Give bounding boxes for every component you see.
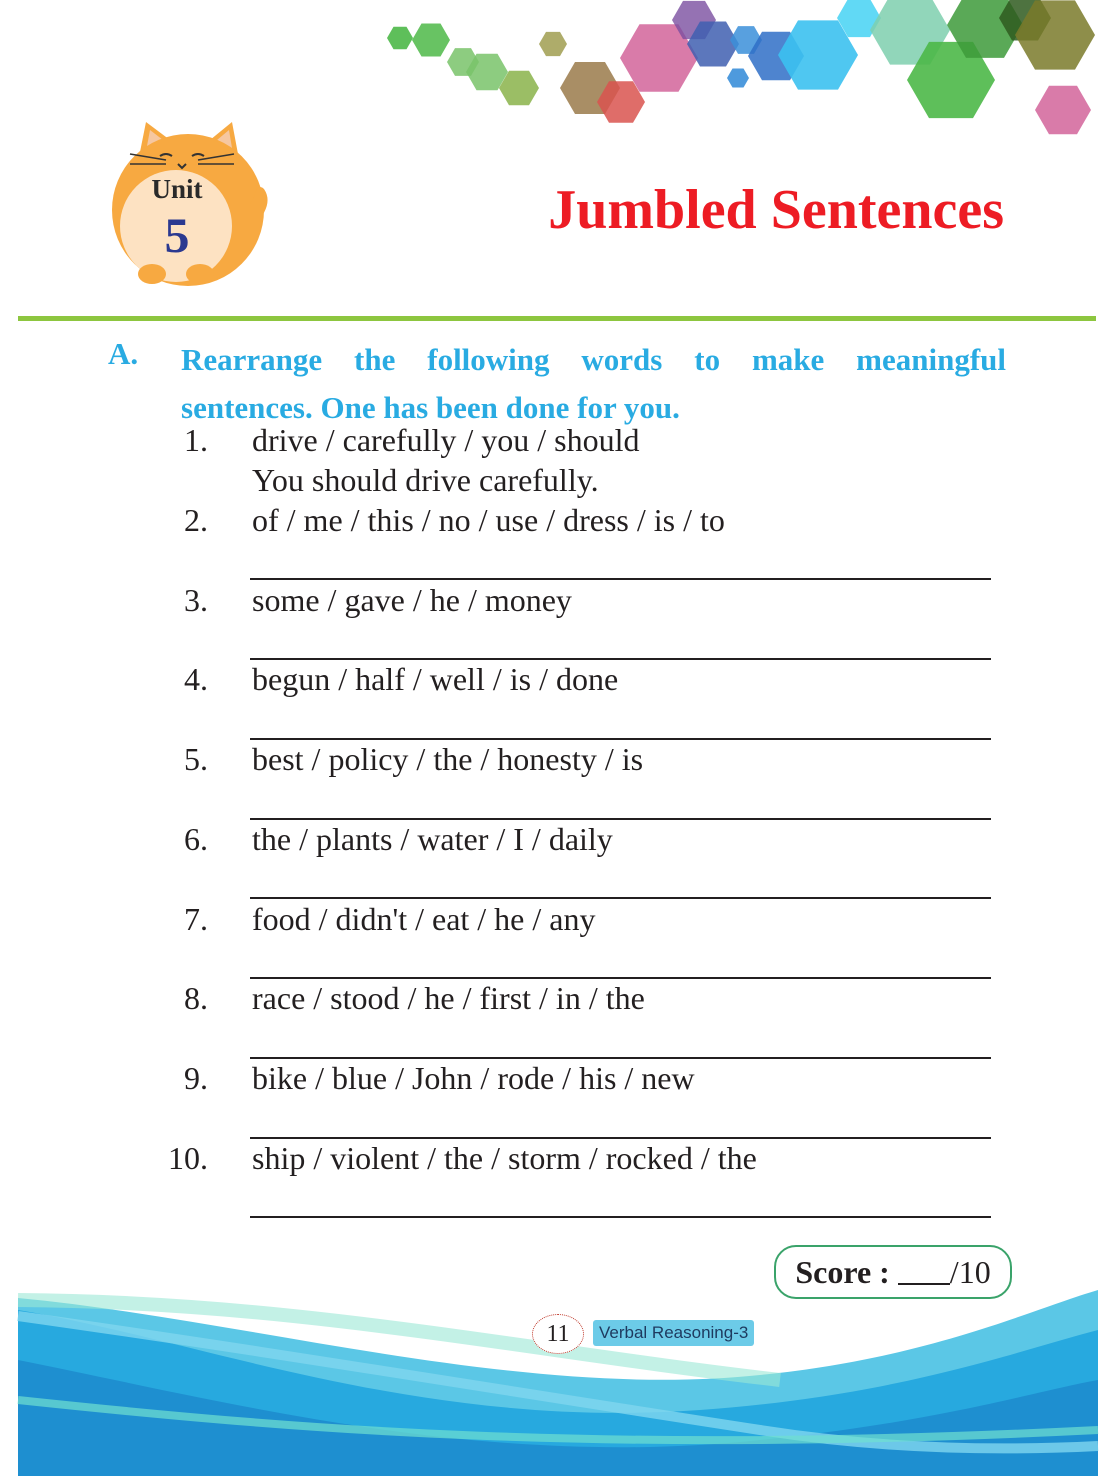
unit-number: 5: [164, 207, 190, 263]
answer-blank[interactable]: [250, 977, 991, 979]
score-blank[interactable]: [898, 1257, 950, 1285]
instruction-line-1: Rearrange the following words to make meaningful: [181, 342, 1006, 377]
hexagon-shape: [412, 24, 450, 57]
section-instruction: [181, 336, 1006, 432]
section-letter: A.: [108, 336, 139, 371]
question-words: some / gave / he / money: [252, 582, 572, 618]
answer-blank[interactable]: [250, 1057, 991, 1059]
page-number: 11: [532, 1314, 584, 1354]
answer-blank[interactable]: [250, 897, 991, 899]
answer-blank[interactable]: [250, 578, 991, 580]
question-number: 7.: [184, 901, 208, 937]
question-number: 10.: [168, 1140, 208, 1176]
answer-blank[interactable]: [250, 738, 991, 740]
hexagon-shape: [727, 69, 749, 88]
question-number: 6.: [184, 821, 208, 857]
question-words: best / policy / the / honesty / is: [252, 741, 644, 777]
hexagon-shape: [1035, 86, 1091, 134]
unit-label: Unit: [151, 174, 203, 204]
answer-blank[interactable]: [250, 1137, 991, 1139]
question-number: 5.: [184, 741, 208, 777]
question-number: 2.: [184, 502, 208, 538]
question-number: 4.: [184, 661, 208, 697]
hexagon-shape: [539, 32, 567, 56]
answer-blank[interactable]: [250, 1216, 991, 1218]
example-answer: You should drive carefully.: [252, 462, 599, 498]
question-words: ship / violent / the / storm / rocked / the: [252, 1140, 757, 1176]
score-total: /10: [949, 1254, 991, 1290]
instruction-line-2: sentences. One has been done for you.: [181, 390, 680, 425]
question-number: 1.: [184, 422, 208, 458]
score-box: [774, 1245, 1012, 1299]
question-words: food / didn't / eat / he / any: [252, 901, 596, 937]
score-label: Score :: [795, 1254, 890, 1290]
question-number: 8.: [184, 980, 208, 1016]
page-title: Jumbled Sentences: [548, 179, 1004, 241]
question-words: race / stood / he / first / in / the: [252, 980, 645, 1016]
title-divider: [18, 316, 1096, 321]
question-words: begun / half / well / is / done: [252, 661, 619, 697]
answer-blank[interactable]: [250, 818, 991, 820]
question-number: 3.: [184, 582, 208, 618]
question-words: drive / carefully / you / should: [252, 422, 640, 458]
wave-decoration: [0, 1280, 1116, 1476]
hexagon-shape: [387, 27, 413, 50]
question-number: 9.: [184, 1060, 208, 1096]
question-words: bike / blue / John / rode / his / new: [252, 1060, 695, 1096]
question-words: of / me / this / no / use / dress / is / to: [252, 502, 725, 538]
answer-blank[interactable]: [250, 658, 991, 660]
book-title-badge: Verbal Reasoning-3: [593, 1320, 754, 1346]
question-words: the / plants / water / I / daily: [252, 821, 613, 857]
